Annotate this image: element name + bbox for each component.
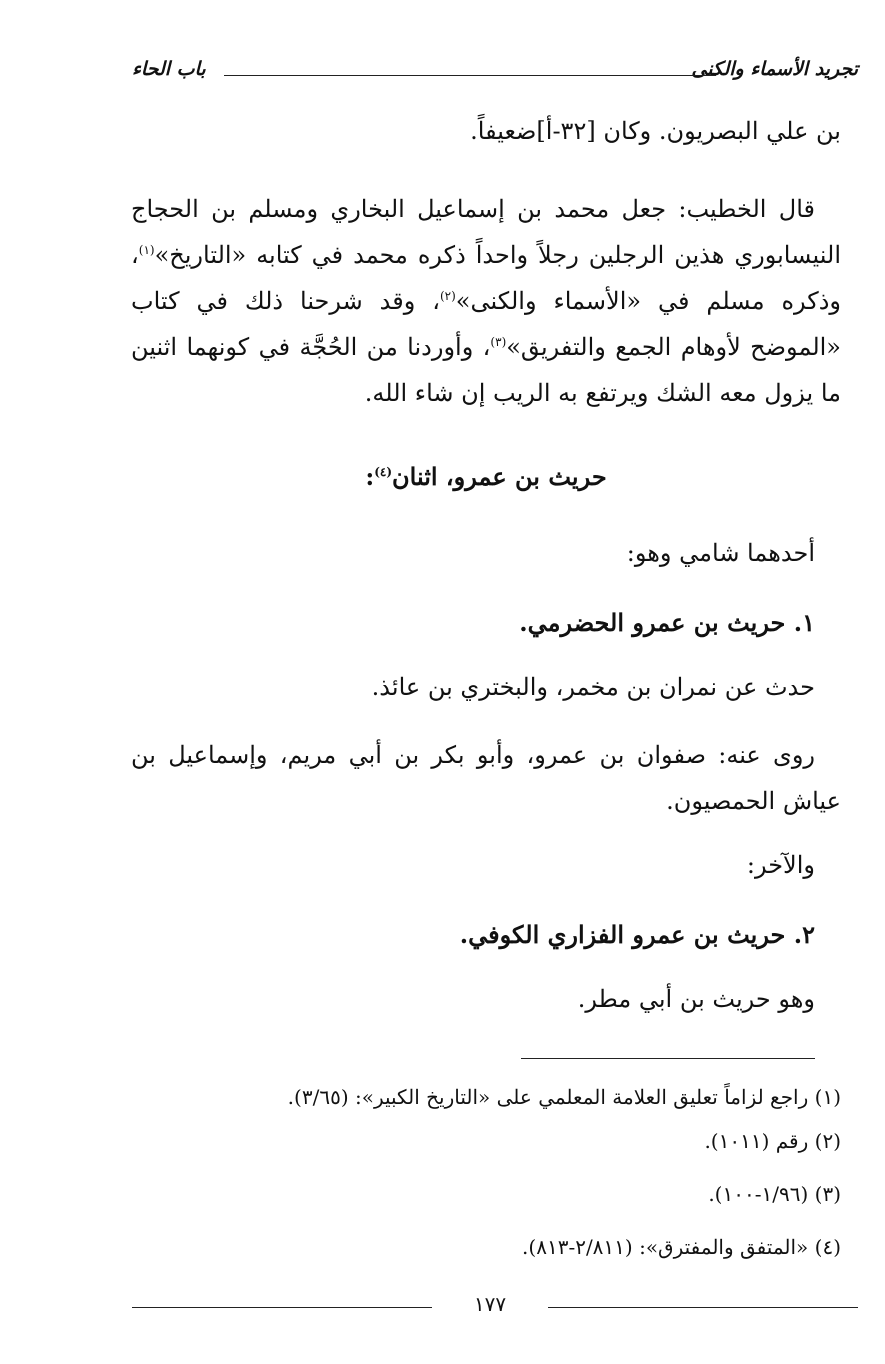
chapter-title: باب الحاء (132, 58, 206, 80)
paragraph-2-part-c: ، وقد شرحنا ذلك في كتاب «الموضح لأوهام الجمع والتفريق» (131, 287, 841, 361)
footnote-ref-1: (١) (138, 243, 155, 257)
footer-rule-left (132, 1307, 432, 1308)
paragraph-3: أحدهما شامي وهو: (626, 539, 815, 567)
paragraph-2-part-a: قال الخطيب: جعل محمد بن إسماعيل البخاري ومسلم بن الحجاج النيسابوري هذين الرجلين رجلاً واحداً ذكره محمد في كتابه «التاريخ» (131, 195, 841, 269)
section-heading (131, 454, 841, 500)
book-title: تجريد الأسماء والكنى (691, 58, 858, 80)
paragraph-1: بن علي البصريون. وكان [٣٢-أ]ضعيفاً. (470, 117, 841, 145)
paragraph-2-part-d: ، وأوردنا من الحُجَّة في كونهما اثنين ما يزول معه الشك ويرتفع به الريب إن شاء الله. (131, 333, 841, 407)
footnote-1: (١) راجع لزاماً تعليق العلامة المعلمي على «التاريخ الكبير»: (٣/٦٥). (287, 1085, 841, 1109)
footnote-ref-4: (٤) (374, 465, 393, 479)
paragraph-2-part-b: ، وذكره مسلم في «الأسماء والكنى» (131, 241, 841, 315)
footnote-3: (٣) (١/٩٦-١٠٠). (708, 1182, 841, 1206)
running-header (132, 58, 858, 88)
footnote-2: (٢) رقم (١٠١١). (704, 1129, 841, 1153)
header-rule (224, 75, 716, 76)
page-footer (132, 1292, 858, 1322)
footnote-separator (521, 1058, 815, 1059)
paragraph-5: روى عنه: صفوان بن عمرو، وأبو بكر بن أبي مريم، وإسماعيل بن عياش الحمصيون. (131, 741, 841, 815)
entry-2-title: ٢. حريث بن عمرو الفزاري الكوفي. (459, 920, 815, 949)
page-number: ١٧٧ (473, 1292, 507, 1316)
paragraph-6: والآخر: (746, 851, 815, 879)
section-heading-text: حريث بن عمرو، اثنان (392, 462, 607, 491)
footer-rule-right (548, 1307, 858, 1308)
footnote-4: (٤) «المتفق والمفترق»: (٢/٨١١-٨١٣). (522, 1235, 841, 1259)
entry-1-title: ١. حريث بن عمرو الحضرمي. (519, 608, 815, 637)
paragraph-7: وهو حريث بن أبي مطر. (577, 985, 815, 1013)
paragraph-2 (131, 186, 841, 416)
section-heading-colon: : (365, 462, 375, 491)
paragraph-4: حدث عن نمران بن مخمر، والبختري بن عائذ. (371, 673, 815, 701)
footnote-ref-3: (٣) (490, 335, 507, 349)
footnote-ref-2: (٢) (439, 289, 456, 303)
